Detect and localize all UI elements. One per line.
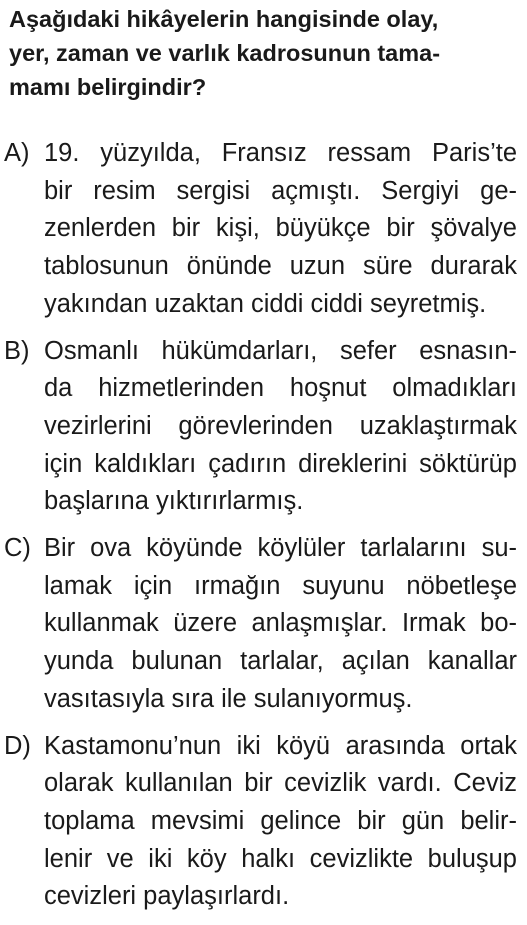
option-line: yakından uzaktan ciddi ciddi seyretmiş. bbox=[44, 289, 487, 318]
option-d[interactable] bbox=[0, 728, 527, 917]
option-line: Bir ova köyünde köylüler tarlalarını su- bbox=[44, 534, 517, 563]
option-text bbox=[44, 333, 517, 522]
option-line: cevizleri paylaşırlardı. bbox=[44, 882, 290, 911]
question-line: Aşağıdaki hikâyelerin hangisinde olay, bbox=[9, 6, 439, 32]
option-line: Kastamonu’nun iki köyü arasında ortak bbox=[44, 731, 517, 760]
question-stem bbox=[9, 2, 517, 104]
option-letter: A) bbox=[4, 139, 30, 167]
option-line: 19. yüzyılda, Fransız ressam Paris’te bbox=[44, 139, 517, 167]
option-line: zenlerden bir kişi, büyükçe bir şövalye bbox=[44, 214, 517, 243]
option-line: yunda bulunan tarlalar, açılan kanallar bbox=[44, 647, 517, 676]
option-c[interactable] bbox=[0, 530, 527, 719]
option-letter: D) bbox=[4, 731, 31, 760]
option-line: lamak için ırmağın suyunu nöbetleşe bbox=[44, 571, 517, 600]
question-line: yer, zaman ve varlık kadrosunun tama- bbox=[9, 40, 441, 66]
option-text bbox=[44, 728, 517, 917]
option-line: vezirlerini görevlerinden uzaklaştırmak bbox=[44, 411, 517, 440]
option-text bbox=[44, 135, 517, 324]
option-line: lenir ve iki köy halkı cevizlikte buluşup bbox=[44, 844, 517, 873]
option-line: vasıtasıyla sıra ile sulanıyormuş. bbox=[44, 684, 413, 713]
option-line: için kaldıkları çadırın direklerini söktürüp bbox=[44, 449, 517, 478]
option-line: da hizmetlerinden hoşnut olmadıkları bbox=[44, 374, 517, 403]
option-line: olarak kullanılan bir cevizlik vardı. Ceviz bbox=[44, 769, 517, 798]
option-line: tablosunun önünde uzun süre durarak bbox=[44, 252, 517, 281]
answer-options bbox=[0, 135, 527, 925]
option-text bbox=[44, 530, 517, 719]
option-a[interactable] bbox=[0, 135, 527, 324]
option-line: toplama mevsimi gelince bir gün belir- bbox=[44, 806, 517, 835]
question-line: mamı belirgindir? bbox=[9, 74, 207, 100]
option-line: kullanmak üzere anlaşmışlar. Irmak bo- bbox=[44, 609, 517, 638]
option-line: bir resim sergisi açmıştı. Sergiyi ge- bbox=[44, 176, 517, 205]
option-letter: B) bbox=[4, 336, 30, 365]
option-letter: C) bbox=[4, 534, 31, 563]
option-b[interactable] bbox=[0, 333, 527, 522]
option-line: başlarına yıktırırlarmış. bbox=[44, 487, 304, 516]
option-line: Osmanlı hükümdarları, sefer esnasın- bbox=[44, 336, 517, 365]
